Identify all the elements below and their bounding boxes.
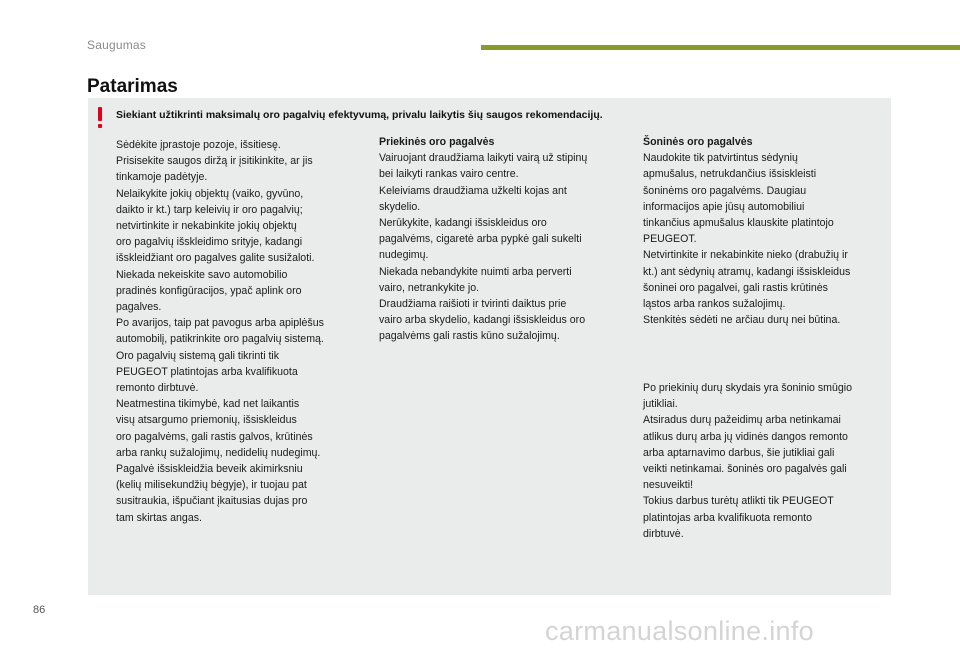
text-line: tam skirtas angas. bbox=[116, 511, 202, 524]
text-line: Keleiviams draudžiama užkelti kojas ant bbox=[379, 184, 567, 197]
text-line: Nelaikykite jokių objektų (vaiko, gyvūno, bbox=[116, 187, 304, 200]
text-line: Oro pagalvių sistemą gali tikrinti tik bbox=[116, 349, 280, 362]
text-line: tinkamoje padėtyje. bbox=[116, 171, 208, 184]
warning-text: Siekiant užtikrinti maksimalų oro pagalvių efektyvumą, privalu laikytis šių saugos rekomendacijų. bbox=[116, 109, 603, 121]
text-line: remonto dirbtuvė. bbox=[116, 382, 199, 395]
text-line: dirbtuvė. bbox=[643, 527, 684, 540]
exclamation-icon bbox=[97, 107, 103, 129]
text-line: oro pagalvėms, gali rastis galvos, krūtinės bbox=[116, 430, 313, 443]
text-line: pagalvėms gali rastis kūno sužalojimų. bbox=[379, 330, 560, 343]
text-line: skydelio. bbox=[379, 200, 421, 213]
text-line: visų atsargumo priemonių, išsiskleidus bbox=[116, 414, 297, 427]
text-line: Tokius darbus turėtų atlikti tik PEUGEOT bbox=[643, 495, 834, 508]
text-line: šoninėms oro pagalvėms. Daugiau bbox=[643, 184, 807, 197]
text-line: oro pagalvių išskleidimo srityje, kadangi bbox=[116, 236, 303, 249]
text-line: atlikus durų arba jų vidinės dangos remonto bbox=[643, 430, 848, 443]
text-line: Netvirtinkite ir nekabinkite nieko (drabužių ir bbox=[643, 249, 848, 262]
text-line: tinkančius apmušalus klauskite platintojo bbox=[643, 217, 834, 230]
text-line: platintojas arba kvalifikuota remonto bbox=[643, 511, 813, 524]
text-line: Prisisekite saugos diržą ir įsitikinkite, ar jis bbox=[116, 155, 313, 168]
text-line: Po priekinių durų skydais yra šoninio smūgio bbox=[643, 382, 853, 394]
text-line: informacijos apie jūsų automobiliui bbox=[643, 200, 805, 213]
text-line: Pagalvė išsiskleidžia beveik akimirksniu bbox=[116, 463, 303, 476]
text-line: Stenkitės sėdėti ne arčiau durų nei būtina. bbox=[643, 314, 841, 327]
text-line: pradinės konfigūracijos, ypač aplink oro bbox=[116, 284, 302, 297]
section-heading: Priekinės oro pagalvės bbox=[379, 136, 495, 148]
text-line: Vairuojant draudžiama laikyti vairą už stipinų bbox=[379, 152, 588, 165]
text-line: automobilį, patikrinkite oro pagalvių sistemą. bbox=[116, 333, 324, 346]
text-line: arba rankų sužalojimų, nedidelių nudegimų. bbox=[116, 446, 321, 459]
text-line: nudegimų. bbox=[379, 249, 429, 262]
text-line: šoninei oro pagalvei, gali rastis krūtinės bbox=[643, 281, 828, 294]
watermark: carmanualsonline.info bbox=[545, 616, 814, 646]
section-heading: Šoninės oro pagalvės bbox=[643, 136, 753, 148]
text-line: Draudžiama raišioti ir tvirinti daiktus prie bbox=[379, 298, 567, 311]
text-line: Po avarijos, taip pat pavogus arba apiplėšus bbox=[116, 317, 324, 330]
text-line: Naudokite tik patvirtintus sėdynių bbox=[643, 152, 798, 165]
page-number: 86 bbox=[33, 604, 46, 616]
text-line: apmušalus, netrukdančius išsiskleisti bbox=[643, 168, 817, 181]
text-line: ląstos arba rankos sužalojimų. bbox=[643, 298, 786, 311]
text-line: (kelių milisekundžių bėgyje), ir tuojau pat bbox=[116, 479, 307, 492]
text-line: susitraukia, išpučiant įkaitusias dujas pro bbox=[116, 495, 308, 508]
text-line: Niekada nebandykite nuimti arba perverti bbox=[379, 265, 572, 278]
text-line: veikti netinkamai. šoninės oro pagalvės gali bbox=[643, 463, 847, 476]
text-line: Atsiradus durų pažeidimų arba netinkamai bbox=[643, 414, 841, 427]
text-line: nesuveikti! bbox=[643, 479, 694, 492]
text-line: kt.) ant sėdynių atramų, kadangi išsiskleidus bbox=[643, 265, 851, 278]
text-line: PEUGEOT platintojas arba kvalifikuota bbox=[116, 365, 298, 378]
text-line: Neatmestina tikimybė, kad net laikantis bbox=[116, 398, 300, 411]
text-line: daikto ir kt.) tarp keleivių ir oro pagalvių; bbox=[116, 203, 303, 216]
text-line: vairo, netrankykite jo. bbox=[379, 281, 480, 294]
column-side-sensors bbox=[643, 380, 893, 542]
page-title: Patarimas bbox=[87, 76, 178, 97]
section-label: Saugumas bbox=[87, 38, 146, 52]
text-line: Niekada nekeiskite savo automobilio bbox=[116, 268, 288, 281]
text-line: arba aptarnavimo darbus, šie jutikliai gali bbox=[643, 446, 835, 459]
column-general-advice bbox=[116, 137, 366, 526]
header-accent-rule bbox=[481, 45, 960, 50]
text-line: netvirtinkite ir nekabinkite jokių objektų bbox=[116, 220, 297, 233]
text-line: bei laikyti rankas vairo centre. bbox=[379, 168, 519, 181]
text-line: PEUGEOT. bbox=[643, 233, 697, 246]
column-side-airbags bbox=[643, 134, 893, 328]
text-line: vairo arba skydelio, kadangi išsiskleidus oro bbox=[379, 314, 586, 327]
column-front-airbags bbox=[379, 134, 629, 345]
text-line: Sėdėkite įprastoje pozoje, išsitiesę. bbox=[116, 139, 281, 151]
text-line: pagalves. bbox=[116, 301, 162, 314]
text-line: Nerūkykite, kadangi išsiskleidus oro bbox=[379, 217, 547, 230]
text-line: jutikliai. bbox=[643, 398, 678, 411]
text-line: pagalvėms, cigaretė arba pypkė gali sukelti bbox=[379, 233, 582, 246]
text-line: išskleidžiant oro pagalves galite susižaloti. bbox=[116, 252, 315, 265]
